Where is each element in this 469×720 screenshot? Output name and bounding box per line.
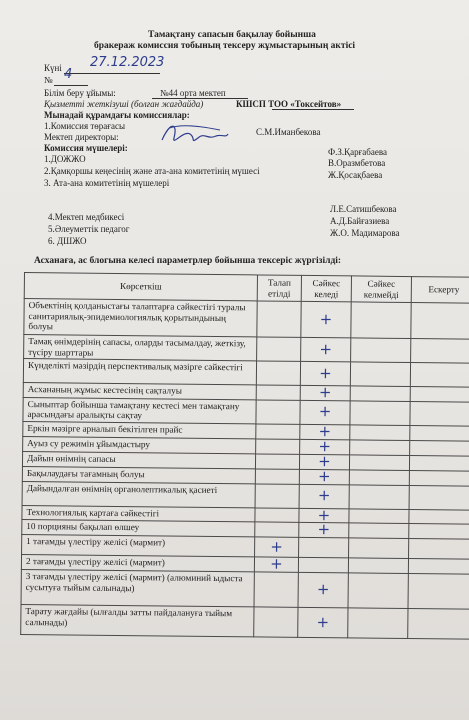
- number-value: 4: [64, 67, 73, 82]
- members-heading: Комиссия мүшелері:: [44, 143, 128, 153]
- table-row: [21, 569, 469, 609]
- row-indicator: Тарату жағдайы (ылғалды затты пайдалануға тыйым салынады): [21, 604, 254, 636]
- cell-required: [254, 607, 298, 637]
- cell-complies: [299, 537, 349, 558]
- director-signature: [160, 120, 230, 153]
- cell-required: [257, 337, 301, 361]
- cell-not-complies: [349, 454, 409, 470]
- cell-required: [256, 438, 300, 453]
- section-title: Асханаға, ас блогына келесі параметрлер бойынша тексеріс жүргізілді:: [34, 256, 342, 266]
- member-role-1: 1.ДОЖЖО: [44, 154, 86, 164]
- row-indicator: Дайындалған өнімнің органолептикалық қасиеті: [22, 481, 255, 507]
- row-indicator: Күнделікті мәзірдің перспективалық мәзірге сәйкестігі: [23, 359, 256, 385]
- cell-required: [255, 468, 299, 483]
- service-label: Қызметті жеткізуші (болған жағдайда): [44, 99, 204, 109]
- chair-label: 1.Комиссия төрағасы: [44, 121, 125, 131]
- header-indicator: Көрсеткіш: [24, 273, 257, 301]
- row-indicator: Объектінің қолданыстағы талаптарға сәйкестігі туралы санитариялық-эпидемиологиялық қорытындының болуы: [24, 299, 257, 337]
- row-indicator: Бақылаудағы тағамның болуы: [22, 466, 255, 483]
- org-label: Білім беру ұйымы:: [44, 88, 116, 98]
- cell-note: [410, 387, 469, 402]
- date-label: Күні: [44, 63, 62, 73]
- cell-note: [409, 524, 469, 540]
- header-complies: Сәйкес келеді: [301, 275, 351, 302]
- cell-note: [408, 559, 469, 575]
- service-value: КШСП ТОО «Токсейтов»: [236, 99, 342, 109]
- cell-not-complies: [350, 362, 410, 387]
- table-row: [21, 604, 469, 639]
- cell-not-complies: [350, 386, 410, 401]
- row-indicator: 2 тағамды үлестіру желісі (мармит): [21, 554, 254, 571]
- cell-not-complies: [349, 484, 409, 509]
- cell-required: [256, 385, 300, 400]
- cell-not-complies: [350, 424, 410, 440]
- cell-not-complies: [351, 302, 411, 339]
- header-note: Ескерту: [411, 277, 469, 304]
- cell-note: [411, 339, 469, 364]
- member-name-5: А.Д.Байғазиева: [330, 216, 390, 226]
- cell-note: [409, 485, 469, 510]
- row-indicator: Технологиялық картаға сәйкестігі: [22, 505, 255, 522]
- cell-note: [409, 455, 469, 471]
- cell-note: [411, 303, 469, 340]
- director-label: Мектеп директоры:: [44, 132, 119, 142]
- row-indicator: 3 тағамды үлестіру желісі (мармит) (алюминий ыдыста сусытуға тыйым салынады): [21, 569, 254, 606]
- cell-complies: +: [299, 454, 349, 470]
- cell-complies: +: [299, 508, 349, 523]
- commission-heading: Мынадай құрамдағы комиссиялар:: [44, 110, 190, 120]
- cell-required: [255, 483, 299, 507]
- header-required: Талап етілді: [257, 275, 301, 301]
- cell-note: [410, 363, 469, 388]
- cell-not-complies: [350, 439, 410, 455]
- cell-required: [256, 423, 300, 438]
- member-name-1: Ф.З.Қарғабаева: [328, 147, 387, 157]
- cell-complies: +: [298, 572, 348, 608]
- title-line-1: Тамақтану сапасын бақылау бойынша: [148, 30, 316, 40]
- member-name-6: Ж.О. Мадимарова: [330, 228, 400, 238]
- member-name-2: В.Оразмбетова: [328, 158, 386, 168]
- row-indicator: Еркін мәзірге арналып бекітілген прайс: [23, 421, 256, 438]
- member-name-4: Л.Е.Сатишбекова: [330, 204, 397, 214]
- cell-required: [254, 572, 298, 607]
- cell-complies: +: [298, 607, 348, 638]
- cell-complies: +: [300, 424, 350, 440]
- cell-complies: +: [301, 337, 351, 362]
- member-role-5: 5.Әлеуметтік педагог: [48, 224, 130, 234]
- row-indicator: Ауыз су режимін ұйымдастыру: [23, 436, 256, 453]
- inspection-table: [20, 272, 469, 640]
- cell-required: +: [255, 537, 299, 557]
- cell-required: +: [254, 557, 298, 572]
- member-role-4: 4.Мектеп медбикесі: [48, 212, 125, 222]
- cell-note: [408, 574, 469, 610]
- cell-not-complies: [351, 338, 411, 363]
- cell-not-complies: [348, 573, 408, 609]
- cell-complies: [298, 557, 348, 573]
- member-role-2: 2.Қамқоршы кеңесінің және ата-ана комитетінің мүшесі: [44, 166, 260, 176]
- cell-complies: +: [299, 484, 349, 509]
- member-role-6: 6. ДШЖО: [48, 236, 87, 246]
- cell-required: [257, 301, 301, 337]
- row-indicator: 10 порцияны бақылап өлшеу: [22, 519, 255, 536]
- cell-not-complies: [348, 608, 408, 639]
- cell-required: [256, 361, 300, 385]
- header-not-complies: Сәйкес келмейді: [351, 276, 411, 303]
- title-line-2: бракераж комиссия тобының тексеру жұмыстарының актісі: [94, 41, 356, 51]
- cell-complies: +: [299, 469, 349, 485]
- table-row: [24, 299, 469, 340]
- cell-note: [409, 509, 469, 524]
- cell-complies: +: [301, 301, 351, 338]
- row-indicator: Асхананың жұмыс кестесінің сақталуы: [23, 382, 256, 399]
- member-name-3: Ж.Қосақбаева: [328, 170, 383, 180]
- row-indicator: Сыныптар бойынша тамақтану кестесі мен тамақтану арасындағы аралықты сақтау: [23, 397, 256, 423]
- cell-complies: +: [300, 385, 350, 400]
- cell-not-complies: [349, 469, 409, 485]
- date-value: 27.12.2023: [90, 55, 165, 70]
- cell-note: [409, 470, 469, 486]
- cell-not-complies: [349, 538, 409, 559]
- member-role-3: 3. Ата-ана комитетінің мүшелері: [44, 178, 170, 188]
- cell-required: [255, 453, 299, 468]
- cell-note: [408, 609, 469, 640]
- row-indicator: Тамақ өнімдерінің сапасы, оларды тасымалдау, жеткізу, түсіру шарттары: [24, 335, 257, 361]
- org-value: №44 орта мектеп: [160, 88, 226, 98]
- director-name: С.М.Иманбекова: [256, 127, 321, 137]
- cell-required: [256, 399, 300, 423]
- cell-not-complies: [350, 400, 410, 425]
- row-indicator: 1 тағамды үлестіру желісі (мармит): [22, 534, 255, 556]
- cell-complies: +: [300, 361, 350, 386]
- cell-note: [409, 539, 469, 560]
- row-indicator: Дайын өнімнің сапасы: [22, 451, 255, 468]
- cell-note: [410, 401, 469, 426]
- cell-complies: +: [300, 400, 350, 425]
- cell-complies: +: [299, 522, 349, 538]
- cell-note: [410, 425, 469, 441]
- cell-required: [255, 522, 299, 537]
- cell-not-complies: [349, 523, 409, 539]
- cell-not-complies: [348, 558, 408, 574]
- cell-required: [255, 507, 299, 522]
- cell-note: [410, 440, 469, 456]
- cell-not-complies: [349, 508, 409, 523]
- cell-complies: +: [300, 439, 350, 455]
- number-label: №: [44, 75, 53, 85]
